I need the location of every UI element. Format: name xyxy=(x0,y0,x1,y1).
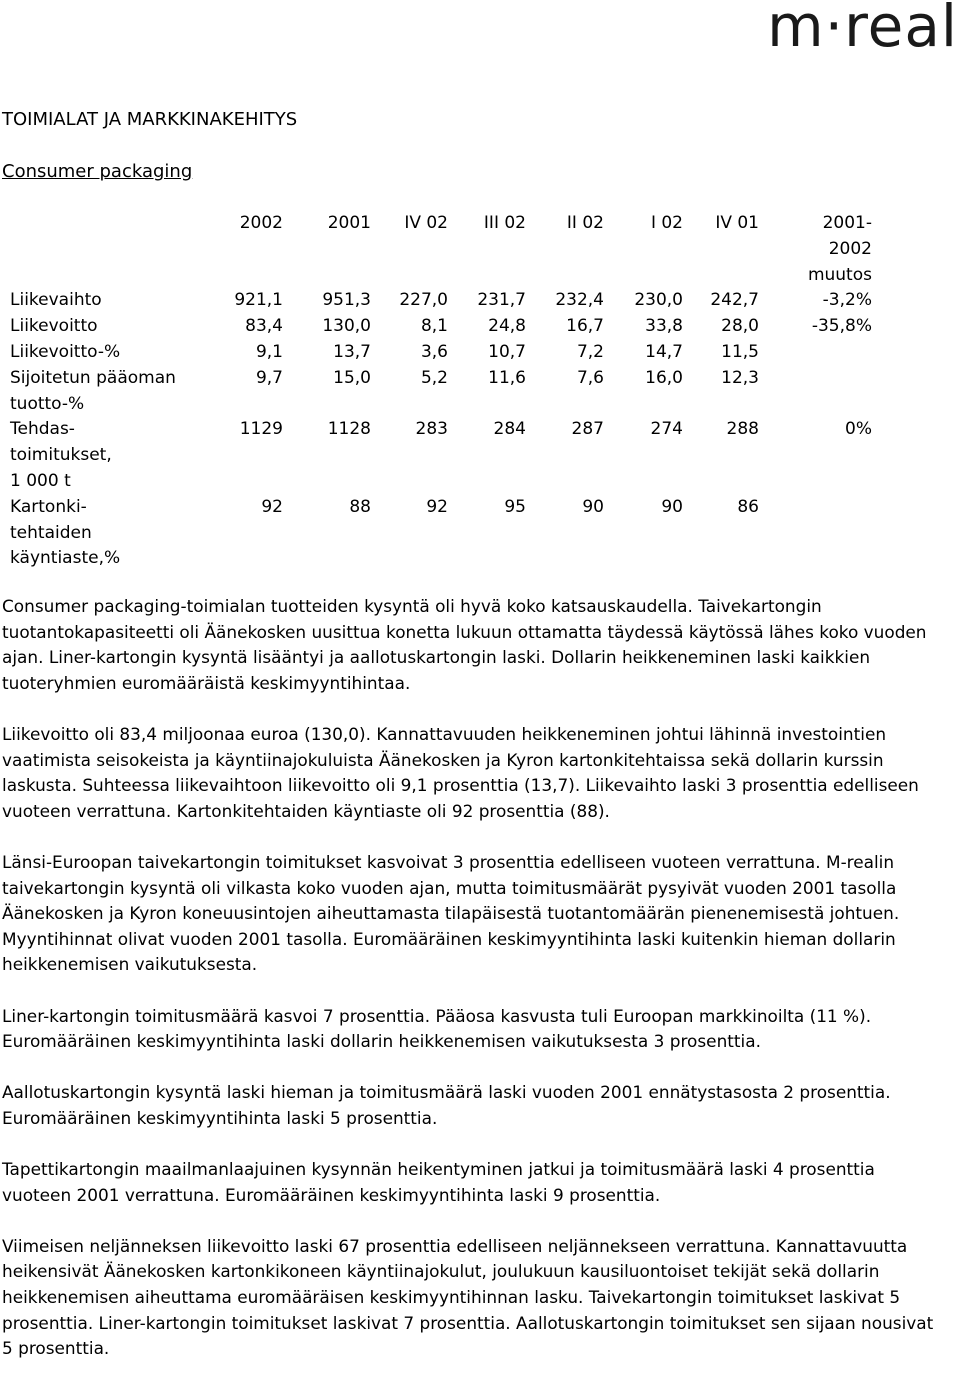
column-header: IV 01 xyxy=(715,213,759,233)
body-text xyxy=(2,594,948,1387)
table-cell: 90 xyxy=(582,496,604,517)
table-cell: 232,4 xyxy=(555,290,604,311)
table-cell: 33,8 xyxy=(645,316,683,337)
table-cell: 11,5 xyxy=(721,342,759,362)
table-cell: 7,6 xyxy=(576,367,604,388)
table-cell: 12,3 xyxy=(721,367,759,388)
table-cell: 274 xyxy=(650,419,683,440)
table-cell: 3,6 xyxy=(420,342,448,362)
section-subheading: Consumer packaging xyxy=(2,161,193,182)
change-header: 2001- xyxy=(822,213,872,233)
row-label: Liikevoitto xyxy=(10,316,98,337)
paragraph: Aallotuskartongin kysyntä laski hieman ja toimitusmäärä laski vuoden 2001 ennätystasosta 2 prosenttia. Euromääräinen keskimyyntihinta laski 5 prosenttia. xyxy=(2,1082,891,1128)
table-cell: 15,0 xyxy=(333,367,371,388)
table-cell: 24,8 xyxy=(488,316,526,337)
table-cell: 230,0 xyxy=(634,290,683,311)
table-cell: 9,7 xyxy=(255,367,283,388)
paragraph: Viimeisen neljänneksen liikevoitto laski 67 prosenttia edelliseen neljännekseen verrattuna. Kannattavuutta heikensivät Äänekosken kartonkikoneen käyntiinajokulut, joulukuun kausiluontoiset tekijät sekä dollarin heikkenemisen aiheuttama euromääräisen keskimyyntihinnan lasku. Taivekartongin toimitukset laskivat 5 prosenttia. Liner-kartongin toimitukset laskivat 7 prosenttia. Aallotuskartongin toimitukset sen sijaan nousivat 5 prosenttia. xyxy=(2,1235,934,1359)
table-cell: 1128 xyxy=(327,419,371,440)
column-header: 2001 xyxy=(327,213,371,233)
column-header: I 02 xyxy=(650,213,683,233)
table-cell: 16,7 xyxy=(566,316,604,337)
row-label: Liikevoitto-% xyxy=(10,342,121,362)
table-cell: 83,4 xyxy=(245,316,283,337)
table-cell: 242,7 xyxy=(710,290,759,311)
table-cell: 92 xyxy=(261,496,283,517)
table-cell: 90 xyxy=(661,496,683,517)
table-cell: 287 xyxy=(571,419,604,440)
table-cell: 5,2 xyxy=(420,367,448,388)
paragraph: Liikevoitto oli 83,4 miljoonaa euroa (130,0). Kannattavuuden heikkeneminen johtui lähinnä investointien vaatimista seisokeista ja käyntiinajokuluista Äänekosken ja Kyron kartonkitehtaissa sekä dollarin kurssin laskusta. Suhteessa liikevaihtoon liikevoitto oli 9,1 prosenttia (13,7). Liikevaihto laski 3 prosenttia edelliseen vuoteen verrattuna. Kartonkitehtaiden käyntiaste oli 92 prosenttia (88). xyxy=(2,723,919,821)
table-cell: 11,6 xyxy=(488,367,526,388)
row-label: 1 000 t xyxy=(10,471,71,491)
change-header: 2002 xyxy=(828,238,872,259)
row-label: Tehdas- xyxy=(10,419,75,440)
row-label: käyntiaste,% xyxy=(10,548,121,569)
table-cell: 16,0 xyxy=(645,367,683,388)
table-cell: 14,7 xyxy=(645,342,683,362)
change-header: muutos xyxy=(807,264,872,285)
row-label: toimitukset, xyxy=(10,445,112,466)
table-cell: 130,0 xyxy=(322,316,371,337)
table-cell: 92 xyxy=(426,496,448,517)
row-label: tuotto-% xyxy=(10,393,85,414)
table-cell: 86 xyxy=(737,496,759,517)
column-header: II 02 xyxy=(566,213,604,233)
change-cell: 0% xyxy=(845,419,872,440)
paragraph: Liner-kartongin toimitusmäärä kasvoi 7 prosenttia. Pääosa kasvusta tuli Euroopan markkinoilta (11 %). Euromääräinen keskimyyntihinta laski dollarin heikkenemisen vaikutuksesta 3 prosenttia. xyxy=(2,1005,872,1052)
table-cell: 231,7 xyxy=(477,290,526,311)
table-cell: 288 xyxy=(726,419,759,440)
table-cell: 13,7 xyxy=(333,342,371,362)
column-header: III 02 xyxy=(483,213,526,233)
company-logo: m·real xyxy=(767,0,958,60)
change-cell: -35,8% xyxy=(811,316,872,337)
row-label: Liikevaihto xyxy=(10,290,102,311)
table-cell: 28,0 xyxy=(721,316,759,337)
table-cell: 9,1 xyxy=(255,342,283,362)
paragraph: Tapettikartongin maailmanlaajuinen kysynnän heikentyminen jatkui ja toimitusmäärä laski 4 prosenttia vuoteen 2001 verrattuna. Euromääräinen keskimyyntihinta laski 9 prosenttia. xyxy=(2,1159,875,1205)
table-cell: 227,0 xyxy=(399,290,448,311)
table-cell: 7,2 xyxy=(576,342,604,362)
table-cell: 8,1 xyxy=(420,316,448,337)
table-cell: 283 xyxy=(415,419,448,440)
table-cell: 951,3 xyxy=(322,290,371,311)
table-cell: 921,1 xyxy=(234,290,283,311)
paragraph: Länsi-Euroopan taivekartongin toimitukset kasvoivat 3 prosenttia edelliseen vuoteen verrattuna. M-realin taivekartongin kysyntä oli vilkasta koko vuoden ajan, mutta toimitusmäärät pysyivät vuoden 2001 tasolla Äänekosken ja Kyron koneuusintojen aiheuttamasta tilapäisestä tuotantomäärän pienenemisestä johtuen. Myyntihinnat olivat vuoden 2001 tasolla. Euromääräinen keskimyyntihinta laski kuitenkin hieman dollarin heikkenemisen vaikutuksesta. xyxy=(2,851,900,975)
column-header: IV 02 xyxy=(404,213,448,233)
change-cell: -3,2% xyxy=(822,290,872,311)
row-label: Sijoitetun pääoman xyxy=(10,367,176,388)
table-cell: 95 xyxy=(504,496,526,517)
page-heading: TOIMIALAT JA MARKKINAKEHITYS xyxy=(2,109,298,130)
row-label: Kartonki- xyxy=(10,496,87,517)
table-cell: 88 xyxy=(349,496,371,517)
column-header: 2002 xyxy=(239,213,283,233)
table-cell: 10,7 xyxy=(488,342,526,362)
row-label: tehtaiden xyxy=(10,522,92,543)
table-cell: 284 xyxy=(493,419,526,440)
paragraph: Consumer packaging-toimialan tuotteiden kysyntä oli hyvä koko katsauskaudella. Taivekartongin tuotantokapasiteetti oli Äänekosken uusittua konetta lukuun ottamatta täydessä käytössä lähes koko vuoden ajan. Liner-kartongin kysyntä lisääntyi ja aallotuskartongin laski. Dollarin heikkeneminen laski kaikkien tuoteryhmien euromääräistä keskimyyntihintaa. xyxy=(2,596,927,693)
table-cell: 1129 xyxy=(239,419,283,440)
